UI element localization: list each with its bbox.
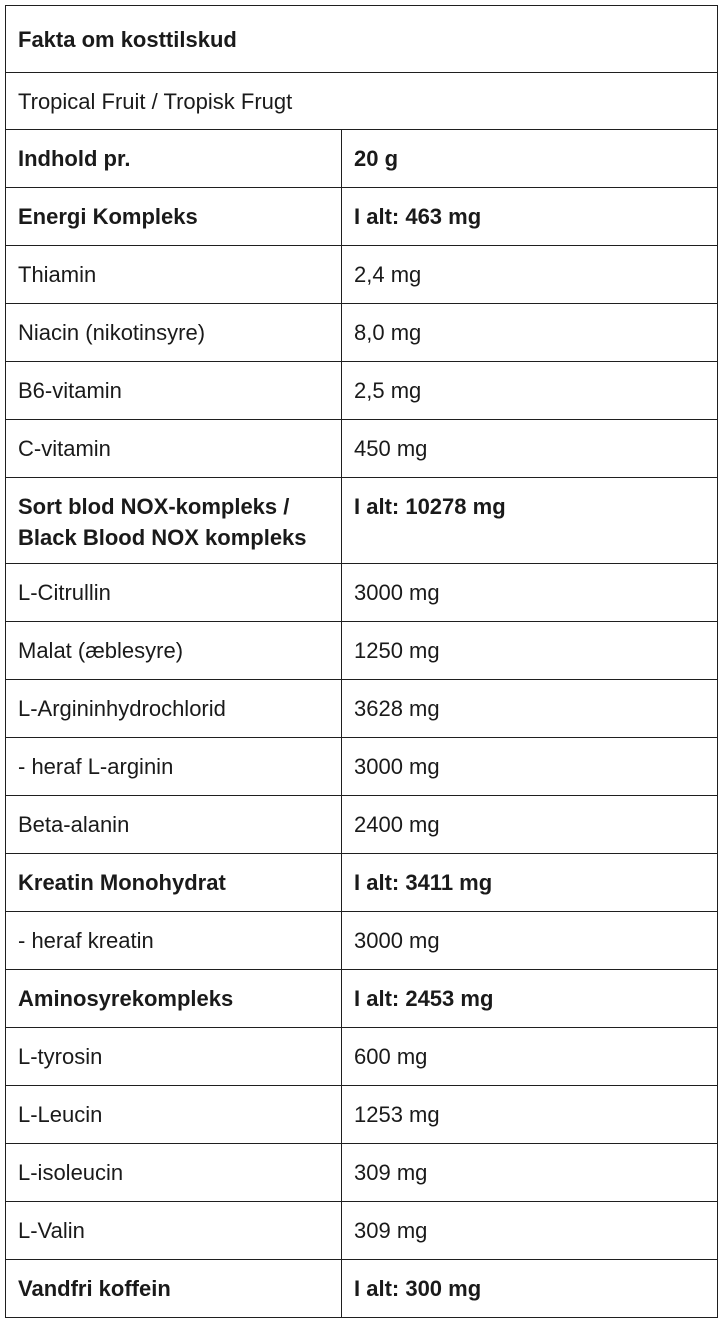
nutrient-amount: 1253 mg (342, 1086, 718, 1144)
nutrient-amount: I alt: 2453 mg (342, 970, 718, 1028)
nutrient-amount: 600 mg (342, 1028, 718, 1086)
nutrient-name: Thiamin (6, 246, 342, 304)
nutrient-amount: 2400 mg (342, 796, 718, 854)
nutrient-amount: I alt: 3411 mg (342, 854, 718, 912)
supplement-facts-table (5, 5, 717, 1318)
nutrient-name: Indhold pr. (6, 130, 342, 188)
table-row (6, 1202, 718, 1260)
table-row (6, 1144, 718, 1202)
nutrient-name: Malat (æblesyre) (6, 622, 342, 680)
table-row (6, 970, 718, 1028)
table-row (6, 188, 718, 246)
nutrient-name: B6-vitamin (6, 362, 342, 420)
nutrient-name: L-Argininhydrochlorid (6, 680, 342, 738)
nutrient-amount: 3628 mg (342, 680, 718, 738)
nutrient-amount: 1250 mg (342, 622, 718, 680)
nutrient-name: L-isoleucin (6, 1144, 342, 1202)
nutrient-amount: 20 g (342, 130, 718, 188)
nutrient-amount: 2,4 mg (342, 246, 718, 304)
nutrient-name: Energi Kompleks (6, 188, 342, 246)
title-row (6, 6, 718, 73)
nutrient-amount: 3000 mg (342, 738, 718, 796)
nutrient-amount: 8,0 mg (342, 304, 718, 362)
flavor-row (6, 73, 718, 130)
flavor-label: Tropical Fruit / Tropisk Frugt (6, 73, 718, 130)
nutrient-amount: 2,5 mg (342, 362, 718, 420)
nutrient-name: L-Valin (6, 1202, 342, 1260)
table-row (6, 854, 718, 912)
table-row (6, 1086, 718, 1144)
table-row (6, 420, 718, 478)
nutrient-name: L-Leucin (6, 1086, 342, 1144)
table-row (6, 1028, 718, 1086)
facts-table (5, 5, 718, 1318)
nutrient-amount: I alt: 10278 mg (342, 478, 718, 564)
nutrient-name: Vandfri koffein (6, 1260, 342, 1318)
table-row (6, 478, 718, 564)
nutrient-amount: I alt: 463 mg (342, 188, 718, 246)
table-row (6, 130, 718, 188)
nutrient-name: Kreatin Monohydrat (6, 854, 342, 912)
table-row (6, 246, 718, 304)
table-row (6, 796, 718, 854)
table-row (6, 362, 718, 420)
table-title: Fakta om kosttilskud (6, 6, 718, 73)
nutrient-amount: 309 mg (342, 1202, 718, 1260)
nutrient-amount: I alt: 300 mg (342, 1260, 718, 1318)
nutrient-amount: 309 mg (342, 1144, 718, 1202)
nutrient-amount: 3000 mg (342, 912, 718, 970)
table-row (6, 738, 718, 796)
nutrient-name: L-tyrosin (6, 1028, 342, 1086)
nutrient-name: Beta-alanin (6, 796, 342, 854)
table-row (6, 680, 718, 738)
nutrient-amount: 3000 mg (342, 564, 718, 622)
nutrient-name: - heraf kreatin (6, 912, 342, 970)
nutrient-amount: 450 mg (342, 420, 718, 478)
table-row (6, 912, 718, 970)
table-row (6, 304, 718, 362)
nutrient-name: L-Citrullin (6, 564, 342, 622)
nutrient-name: - heraf L-arginin (6, 738, 342, 796)
nutrient-name: Sort blod NOX-kompleks / Black Blood NOX kompleks (6, 478, 342, 564)
table-row (6, 622, 718, 680)
nutrient-name: C-vitamin (6, 420, 342, 478)
nutrient-name: Niacin (nikotinsyre) (6, 304, 342, 362)
nutrient-name: Aminosyrekompleks (6, 970, 342, 1028)
table-row (6, 564, 718, 622)
table-row (6, 1260, 718, 1318)
